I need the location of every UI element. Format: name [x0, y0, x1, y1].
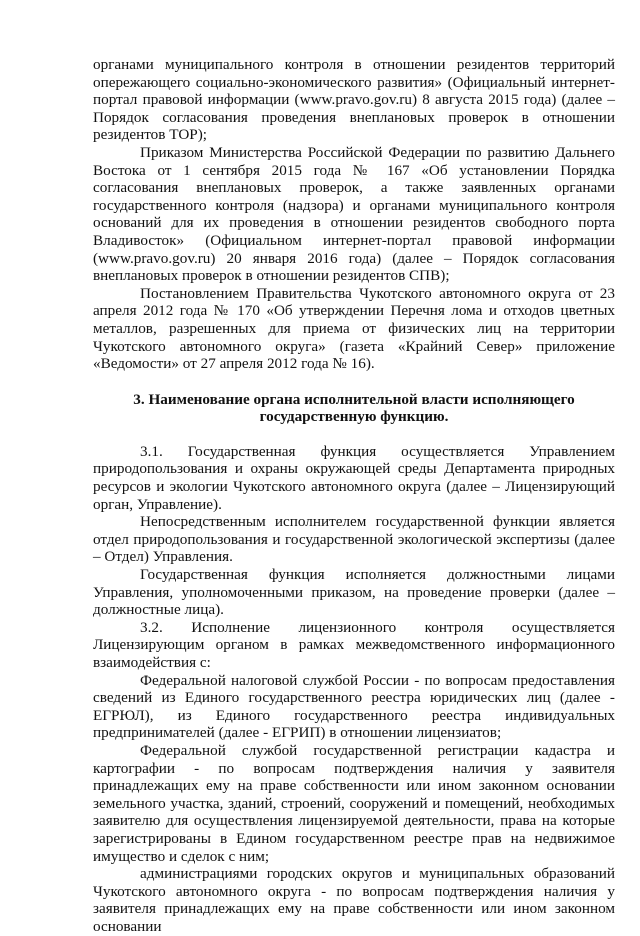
paragraph-tax-service: Федеральной налоговой службой России - по вопросам предоставления сведений из Единого государственного реестра юридических лиц (далее - ЕГРЮЛ), из Единого государственного реестра индивидуальных предпринимателей (далее - ЕГРИП) в отношении лицензиатов; — [93, 671, 615, 742]
paragraph-tor-order: органами муниципального контроля в отношении резидентов территорий опережающего социально-экономического развития» (Официальный интернет-портал правовой информации (www.pravo.gov.ru) 8 августа 2015 года) (далее – Порядок согласования проведения внеплановых проверок в отношении резидентов ТОР); — [93, 56, 615, 144]
paragraph-officials: Государственная функция исполняется должностными лицами Управления, уполномоченными приказом, на проведение проверки (далее – должностные лица). — [93, 566, 615, 619]
paragraph-administrations: администрациями городских округов и муниципальных образований Чукотского автономного округа - по вопросам подтверждения наличия у заявителя принадлежащих ему на праве собственности или ином законном основании — [93, 865, 615, 935]
paragraph-chukotka-resolution: Постановлением Правительства Чукотского автономного округа от 23 апреля 2012 года № 170 «Об утверждении Перечня лома и отходов цветных металлов, разрешенных для приема от физических лиц на территории Чукотского автономного округа» (газета «Крайний Север» приложение «Ведомости» от 27 апреля 2012 года № 16). — [93, 284, 615, 373]
paragraph-3-2: 3.2. Исполнение лицензионного контроля осуществляется Лицензирующим органом в рамках межведомственного информационного взаимодействия с: — [93, 618, 615, 671]
paragraph-registration-service: Федеральной службой государственной регистрации кадастра и картографии - по вопросам подтверждения наличия у заявителя принадлежащих ему на праве собственности или ином законном основании земельного участка, зданий, строений, сооружений и помещений, необходимых заявителю для осуществления лицензируемой деятельности, права на которые зарегистрированы в Едином государственном реестре прав на недвижимое имущество и сделок с ним; — [93, 741, 615, 865]
section-heading-line2: государственную функцию. — [259, 408, 449, 426]
paragraph-direct-executor: Непосредственным исполнителем государственной функции является отдел природопользования и государственной экологической экспертизы (далее – Отдел) Управления. — [93, 513, 615, 566]
paragraph-3-1: 3.1. Государственная функция осуществляется Управлением природопользования и охраны окружающей среды Департамента природных ресурсов и экологии Чукотского автономного округа (далее – Лицензирующий орган, Управление). — [93, 442, 615, 513]
section-heading-line1: 3. Наименование органа исполнительной власти исполняющего — [133, 390, 575, 408]
section-heading — [93, 391, 615, 426]
document-page — [93, 56, 615, 936]
paragraph-spv-order: Приказом Министерства Российской Федерации по развитию Дальнего Востока от 1 сентября 2015 года № 167 «Об установлении Порядка согласования внеплановых проверок, а также заявленных органами государственного контроля (надзора) и органами муниципального контроля оснований для их проведения в отношении резидентов свободного порта Владивосток» (Официальном интернет-портал правовой информации (www.pravo.gov.ru) 20 января 2016 года) (далее – Порядок согласования внеплановых проверок в отношении резидентов СПВ); — [93, 143, 615, 285]
